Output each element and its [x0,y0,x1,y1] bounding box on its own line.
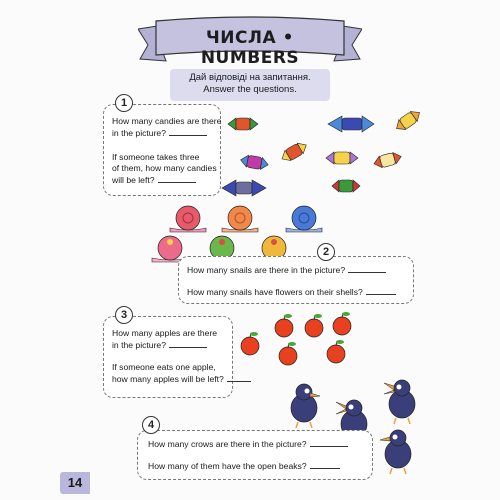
answer-blank-1a[interactable] [169,127,207,136]
crow-icon [291,384,320,428]
snail-icon [170,206,206,232]
crow-icon [384,380,415,424]
snail-illustrations [152,204,342,262]
answer-blank-4a[interactable] [310,438,348,447]
question-4a: How many crows are there in the picture? [148,438,348,450]
apple-icon [241,332,259,355]
question-3b: If someone eats one apple, how many apples will be left? [112,362,251,385]
answer-blank-2a[interactable] [348,264,386,273]
candy-icon [328,116,374,132]
candy-icon [393,108,423,134]
answer-blank-2b[interactable] [366,286,396,295]
apple-icon [279,342,297,365]
candy-icon [240,154,270,171]
answer-blank-4b[interactable] [310,460,340,469]
instruction-en: Answer the questions. [203,84,297,95]
question-1a: How many candies are there in the picture? [112,116,222,138]
candy-icon [373,151,403,170]
candy-icon [326,152,358,164]
apple-icon [333,312,351,335]
question-4b: How many of them have the open beaks? [148,460,340,472]
question-number-4: 4 [142,416,160,434]
apple-icon [305,314,323,337]
answer-blank-3a[interactable] [169,339,207,348]
candy-icon [332,180,360,192]
candy-illustrations [228,112,418,194]
snail-icon [286,206,322,232]
question-1b: If someone takes three of them, how many candies will be left? [112,152,217,185]
candy-icon [222,180,266,196]
question-number-1: 1 [115,94,133,112]
crow-icon [380,430,411,474]
apple-icon [327,340,345,363]
instruction-box [170,69,330,101]
apple-icon [275,314,293,337]
question-2b: How many snails have flowers on their shells? [187,286,396,298]
apple-illustrations [236,312,366,376]
candy-icon [228,118,258,130]
instruction-ua: Дай відповіді на запитання. [189,72,311,83]
question-number-2: 2 [317,243,335,261]
snail-icon [222,206,258,232]
question-number-3: 3 [115,306,133,324]
question-3a: How many apples are there in the picture? [112,328,218,350]
page-title: ЧИСЛА • NUMBERS [200,28,300,68]
question-2a: How many snails are there in the picture? [187,264,386,276]
answer-blank-1b[interactable] [158,174,196,183]
candy-icon [279,140,309,164]
page-number: 14 [60,472,90,494]
